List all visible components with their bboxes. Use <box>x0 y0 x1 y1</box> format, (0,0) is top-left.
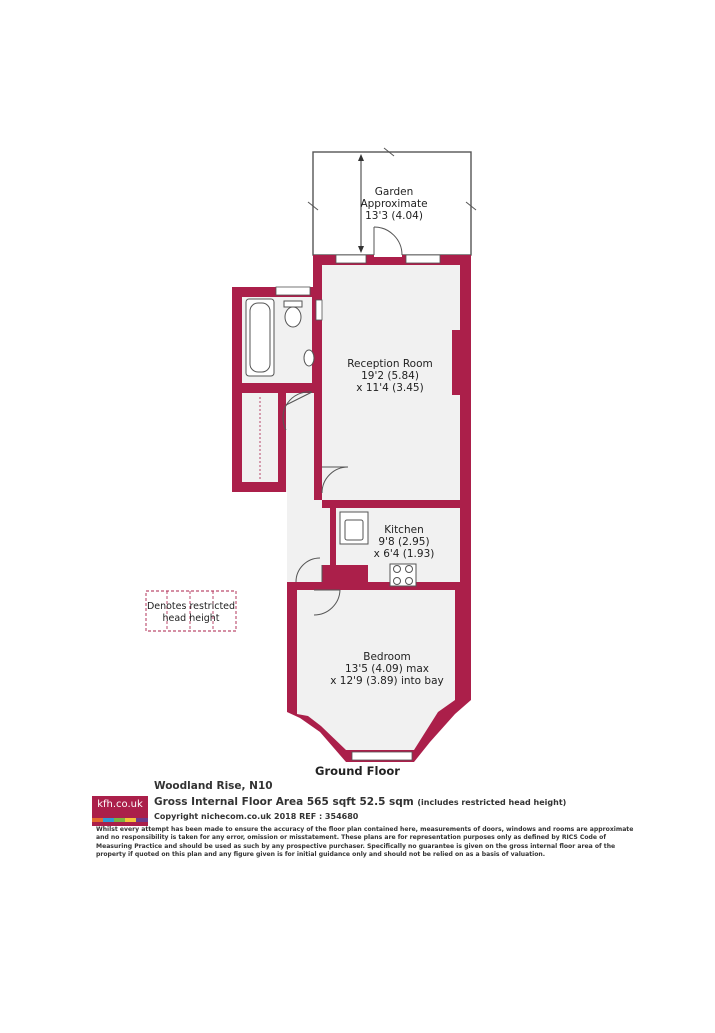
logo-stripe-yellow <box>125 818 136 822</box>
reception-name: Reception Room <box>347 358 433 370</box>
logo-stripe-green <box>114 818 125 822</box>
kfh-logo[interactable] <box>92 796 148 826</box>
restricted-height-legend <box>146 591 236 631</box>
disclaimer: Whilst every attempt has been made to ensure the accuracy of the floor plan contained here, measurements of doors, windows and rooms are approximate and no responsibility is taken for any error, omission or misstatement. These plans are for representation purposes only as defined by RICS Code of Measuring Practice and should be used as such by any prospective purchaser. Specifically no guarantee is given on the gross internal floor area of the property if quoted on this plan and any figure given is for initial guidance only and should not be relied on as a basis of valuation. <box>96 826 634 859</box>
kitchen-size1: 9'8 (2.95) <box>378 536 430 548</box>
floor-area-note: (includes restricted head height) <box>417 798 567 807</box>
kitchen-size2: x 6'4 (1.93) <box>373 548 435 560</box>
kitchen-name: Kitchen <box>384 524 424 536</box>
copyright: Copyright nichecom.co.uk 2018 REF : 354680 <box>154 812 359 821</box>
bedroom-name: Bedroom <box>363 651 411 663</box>
logo-stripe-orange <box>92 818 103 822</box>
reception-size1: 19'2 (5.84) <box>361 370 419 382</box>
toilet-icon <box>284 301 302 307</box>
reception-size2: x 11'4 (3.45) <box>356 382 424 394</box>
logo-text: kfh.co.uk <box>97 799 143 810</box>
bedroom-size1: 13'5 (4.09) max <box>344 663 430 675</box>
property-address: Woodland Rise, N10 <box>154 780 273 792</box>
floor-area <box>154 796 566 808</box>
floor-title: Ground Floor <box>315 764 400 778</box>
logo-stripe-purple <box>136 818 148 822</box>
legend-line-2: head height <box>162 613 220 624</box>
garden-size: 13'3 (4.04) <box>365 210 423 222</box>
sink-icon <box>304 350 314 366</box>
bedroom-size2: x 12'9 (3.89) into bay <box>330 675 444 687</box>
floor-area-text: Gross Internal Floor Area 565 sqft 52.5 sqm <box>154 796 414 808</box>
logo-stripe-blue <box>103 818 114 822</box>
legend-line-1: Denotes restricted <box>146 601 236 612</box>
garden-name: Garden <box>374 186 414 198</box>
garden-line2: Approximate <box>360 198 428 210</box>
